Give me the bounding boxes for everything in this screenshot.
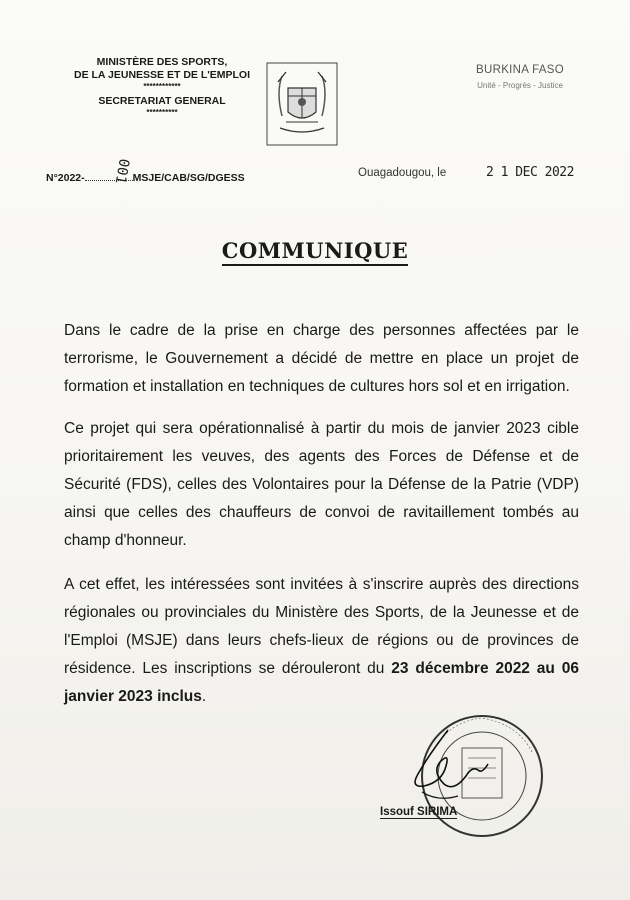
document-body [64,317,579,727]
coat-of-arms-icon [266,62,338,146]
ministry-header [62,56,262,117]
ministry-line-1: MINISTÈRE DES SPORTS, [96,56,228,68]
country-motto: Unité - Progrès - Justice [477,81,563,90]
paragraph-3 [64,571,579,711]
paragraph-2: Ce projet qui sera opérationnalisé à partir du mois de janvier 2023 cible prioritairement les veuves, des agents des Forces de Défense et de Sécurité (FDS), celles des Volontaires pour la Défense de la Patrie (VDP) ainsi que celles des chauffeurs de convoi de ravitaillement tombés au champ d'honneur. [64,420,579,549]
handwritten-number [92,150,132,240]
document-date: 2 1 DEC 2022 [486,165,574,180]
secretariat-label: SECRETARIAT GENERAL [98,95,226,107]
ministry-line-2: DE LA JEUNESSE ET DE L'EMPLOI [74,69,250,81]
paragraph-3-text: A cet effet, les intéressées sont invitées à s'inscrire auprès des directions régionales ou provinciales du Ministère des Sports, de la Jeunesse et de l'Emploi (MSJE) dans leurs chefs-lieux de régions ou de provinces de résidence. Les inscriptions se dérouleront du [64,576,579,677]
header-stars: ************ [143,82,181,91]
registration-dates: 23 décembre 2022 au 06 janvier 2023 inclus [64,660,579,705]
document-title-wrapper [0,238,630,263]
handwritten-number-text: 001 [111,157,132,185]
reference-suffix: MSJE/CAB/SG/DGESS [132,172,245,184]
paragraph-3-end: . [201,688,207,705]
country-name: BURKINA FASO [476,64,564,76]
place-label: Ouagadougou, le [358,167,447,179]
reference-number [46,170,245,184]
country-header [460,64,580,90]
reference-prefix: N°2022- [46,172,85,184]
signatory-name: Issouf SIRIMA [380,806,458,818]
header-stars-2: ********** [146,108,178,117]
handwritten-signature-icon [388,726,508,816]
paragraph-1: Dans le cadre de la prise en charge des personnes affectées par le terrorisme, le Gouvernement a décidé de mettre en place un projet de formation et installation en techniques de cultures hors sol et en irrigation. [64,322,579,395]
document-title: COMMUNIQUE [222,238,408,266]
